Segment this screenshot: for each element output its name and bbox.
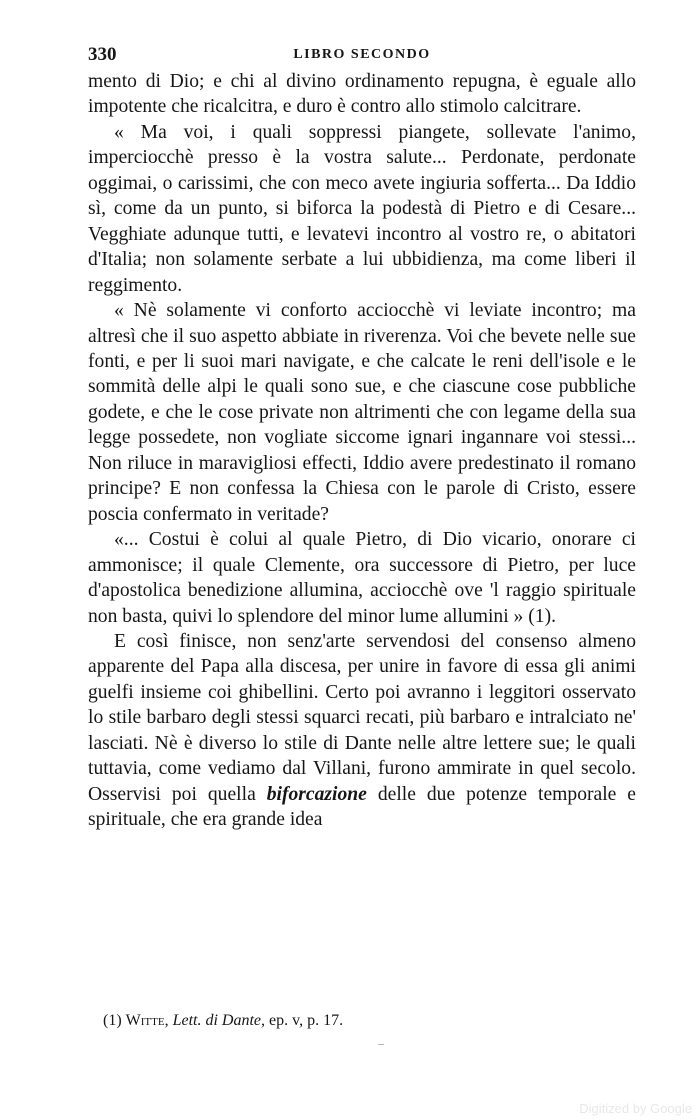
body-text [88, 69, 636, 833]
paragraph-quote-1: « Ma voi, i quali soppressi piangete, sollevate l'animo, imperciocchè presso è la vostra salute... Perdonate, perdonate oggimai, o carissimi, che con meco avete ingiuria sofferta... Da Iddio sì, come da un punto, si biforca la podestà di Pietro e di Cesare... Vegghiate adunque tutti, e levatevi incontro al vostro re, o abitatori d'Italia; non solamente serbate a lui ubbidienza, ma come liberi il reggimento. [88, 121, 636, 296]
paragraph-quote-2: « Nè solamente vi conforto acciocchè vi leviate incontro; ma altresì che il suo aspetto abbiate in riverenza. Voi che bevete nelle sue fonti, e per li suoi mari navigate, e che calcate le reni dell'isole e le sommità delle alpi le quali sono sue, e che ciascune cose pubbliche godete, e che le cose private non altrimenti che con legame della sua legge possedete, non vogliate siccome ignari ingannare voi stessi... Non riluce in maravigliosi effecti, Iddio avere predestinato il romano principe? E non confessa la Chiesa con le parole di Cristo, essere poscia confermato in veritade? [88, 300, 636, 525]
footnote-work: Lett. di Dante, [172, 1012, 266, 1029]
footnote-marker: (1) [103, 1012, 122, 1029]
footnote-rule [378, 1044, 384, 1045]
running-title: LIBRO SECONDO [293, 47, 431, 62]
commentary-text-before: E così finisce, non senz'arte servendosi del consenso almeno apparente del Papa alla discesa, per unire in favore di essa gli animi guelfi insieme coi ghibellini. Certo poi avranno i leggitori osservato lo stile barbaro degli stessi squarci recati, più barbaro e intralciato ne' lasciati. Nè è diverso lo stile di Dante nelle altre lettere sue; le quali tuttavia, come vediamo dal Villani, furono ammirate in quel secolo. Osservisi poi quella [88, 630, 636, 805]
commentary-text-after: delle due potenze temporale e spirituale, che era grande idea [88, 783, 637, 831]
quote-3-text: «... Costui è colui al quale Pietro, di Dio vicario, onorare ci ammonisce; il quale Clemente, ora successore di Pietro, per luce d'apostolica benedizione allumina, acciocchè ove 'l raggio spirituale non basta, quivi lo splendore del minor lume allumini » [88, 529, 636, 627]
page-number: 330 [88, 44, 117, 65]
paragraph-quote-3 [88, 527, 636, 629]
watermark: Digitized by Google [579, 1101, 692, 1116]
paragraph-commentary [88, 629, 636, 833]
footnote-author: Witte, [125, 1012, 169, 1029]
footnote-citation: ep. v, p. 17. [269, 1012, 344, 1029]
paragraph-continuation: mento di Dio; e chi al divino ordinamento repugna, è eguale allo impotente che ricalcitra, e duro è contro allo stimolo calcitrare. [88, 71, 636, 118]
footnote [103, 1011, 636, 1031]
emphasis-word: biforcazione [266, 783, 367, 805]
footnote-reference[interactable]: (1). [528, 605, 557, 627]
page-header [88, 44, 636, 68]
